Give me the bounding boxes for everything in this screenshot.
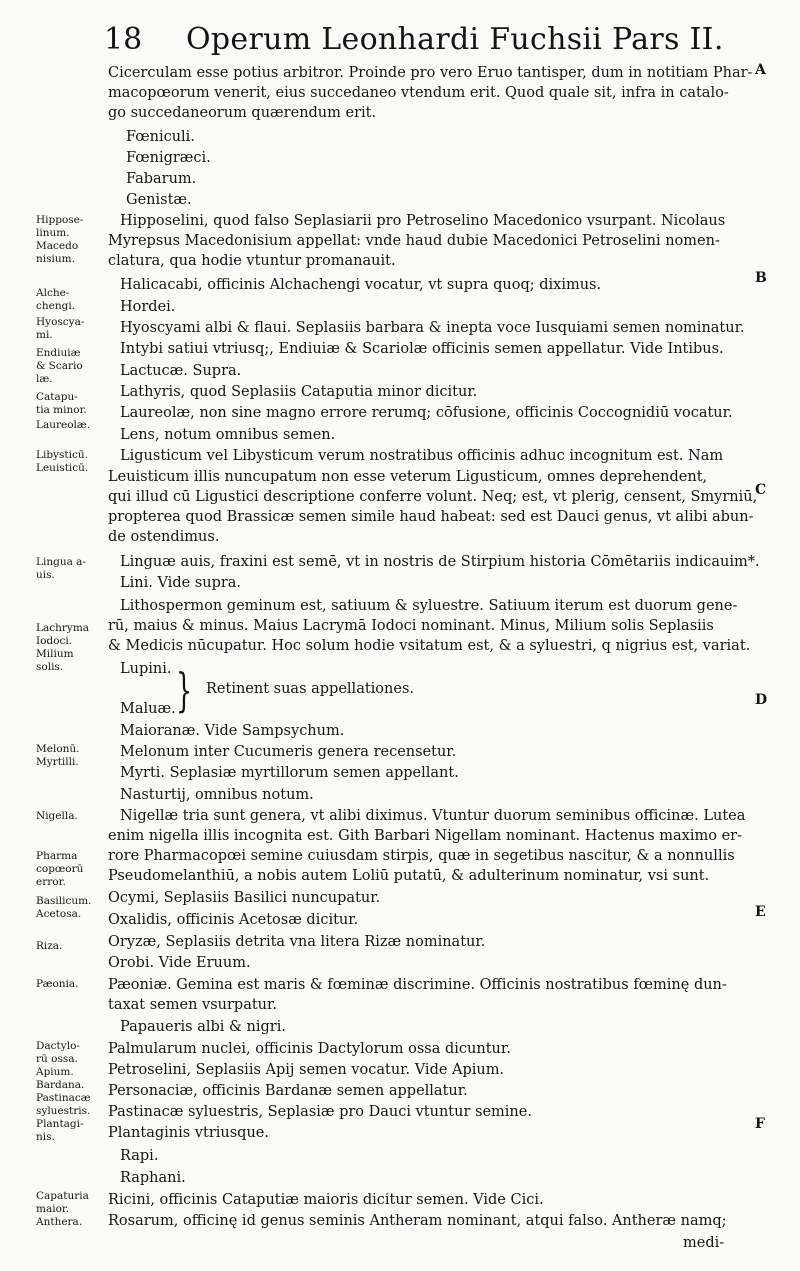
text-line: Rapi. (120, 1148, 159, 1164)
text-line: Hyoscyami albi & flaui. Seplasiis barbara & inepta voce Iusquiami semen nominatur. (120, 320, 745, 336)
text-line: go succedaneorum quærendum erit. (108, 105, 377, 121)
text-line: Pseudomelanthiū, a nobis autem Loliū putatū, & adulterinum nominatur, vsi sunt. (108, 868, 710, 884)
text-line: Lithospermon geminum est, satiuum & syluestre. Satiuum iterum est duorum gene- (120, 598, 738, 614)
text-line: Pæoniæ. Gemina est maris & fœminæ discrimine. Officinis nostratibus fœminę dun- (108, 977, 727, 993)
margin-note: Melonū. Myrtilli. (36, 743, 80, 768)
text-line: Pastinacæ syluestris, Seplasiæ pro Dauci vtuntur semine. (108, 1104, 532, 1120)
margin-note: Laureolæ. (36, 419, 91, 431)
page-number: 18 (104, 22, 143, 57)
signature-letter: B (755, 270, 767, 286)
text-line: Fabarum. (126, 171, 197, 187)
text-line: Oxalidis, officinis Acetosæ dicitur. (108, 912, 359, 928)
text-line: Cicerculam esse potius arbitror. Proinde pro vero Eruo tantisper, dum in notitiam Phar- (108, 65, 753, 81)
text-line: Lathyris, quod Seplasiis Cataputia minor dicitur. (120, 384, 478, 400)
text-line: Ricini, officinis Cataputiæ maioris dicitur semen. Vide Cici. (108, 1192, 544, 1208)
margin-note: Lingua a- uis. (36, 556, 86, 581)
margin-note: Catapu- tia minor. (36, 391, 87, 416)
margin-note: Alche- chengi. (36, 287, 76, 312)
text-line: Plantaginis vtriusque. (108, 1125, 269, 1141)
text-line: Melonum inter Cucumeris genera recensetur. (120, 744, 457, 760)
text-line: Petroselini, Seplasiis Apij semen vocatur. Vide Apium. (108, 1062, 505, 1078)
text-line: Myrti. Seplasiæ myrtillorum semen appellant. (120, 765, 459, 781)
text-line: Hipposelini, quod falso Seplasiarii pro Petroselino Macedonico vsurpant. Nicolaus (120, 213, 726, 229)
text-line: Personaciæ, officinis Bardanæ semen appellatur. (108, 1083, 468, 1099)
text-line: Halicacabi, officinis Alchachengi vocatur, vt supra quoq; diximus. (120, 277, 602, 293)
catchword: medi- (683, 1235, 725, 1251)
text-line: Ocymi, Seplasiis Basilici nuncupatur. (108, 890, 381, 906)
text-line: Lini. Vide supra. (120, 575, 242, 591)
text-line: Ligusticum vel Libysticum verum nostratibus officinis adhuc incognitum est. Nam (120, 448, 724, 464)
text-line: Lactucæ. Supra. (120, 363, 242, 379)
margin-note: Endiuiæ & Scario læ. (36, 347, 83, 385)
text-line: clatura, qua hodie vtuntur promanauit. (108, 253, 396, 269)
text-line: Maioranæ. Vide Sampsychum. (120, 723, 345, 739)
text-line: qui illud cū Ligustici descriptione conferre volunt. Neq; est, vt plerig, censent, Smyrniū, (108, 489, 758, 505)
text-line: Hordei. (120, 299, 176, 315)
text-line: Laureolæ, non sine magno errore rerumq; cōfusione, officinis Coccognidiū vocatur. (120, 405, 733, 421)
curly-brace-icon: } (176, 663, 193, 717)
text-line: & Medicis nūcupatur. Hoc solum hodie vsitatum est, & a syluestri, q nigrius est, variat. (108, 638, 751, 654)
text-line: Nasturtij, omnibus notum. (120, 787, 314, 803)
margin-note: Pharma copœorū error. (36, 850, 84, 888)
text-line: Myrepsus Macedonisium appellat: vnde haud dubie Macedonici Petroselini nomen- (108, 233, 720, 249)
text-line: Raphani. (120, 1170, 186, 1186)
text-line: Intybi satiui vtriusq;, Endiuiæ & Scariolæ officinis semen appellatur. Vide Intibus. (120, 341, 724, 357)
margin-note: Hyoscya- mi. (36, 316, 85, 341)
text-line: de ostendimus. (108, 529, 220, 545)
text-line: rore Pharmacopœi semine cuiusdam stirpis, quæ in segetibus nascitur, & a nonnullis (108, 848, 735, 864)
margin-note: Hippose- linum. Macedo nisium. (36, 214, 84, 265)
text-line: Fœnigræci. (126, 150, 211, 166)
text-line: Orobi. Vide Eruum. (108, 955, 251, 971)
signature-letter: C (755, 482, 767, 498)
text-line: Papaueris albi & nigri. (120, 1019, 286, 1035)
text-line: Genistæ. (126, 192, 192, 208)
margin-note: Dactylo- rū ossa. Apium. Bardana. Pastinacæ syluestris. Plantagi- nis. (36, 1040, 91, 1143)
text-line: Leuisticum illis nuncupatum non esse veterum Ligusticum, omnes deprehendent, (108, 469, 708, 485)
text-line: propterea quod Brassicæ semen simile haud habeat: sed est Dauci genus, vt alibi abun- (108, 509, 754, 525)
text-line: Lupini. (120, 661, 172, 677)
text-line: Oryzæ, Seplasiis detrita vna litera Rizæ nominatur. (108, 934, 486, 950)
margin-note: Pæonia. (36, 978, 79, 990)
text-line: macopœorum venerit, eius succedaneo vtendum erit. Quod quale sit, infra in catalo- (108, 85, 729, 101)
running-header (0, 22, 800, 62)
brace-annotation: Retinent suas appellationes. (206, 681, 415, 697)
text-line: Linguæ auis, fraxini est semē, vt in nostris de Stirpium historia Cōmētariis indicauim*. (120, 554, 760, 570)
margin-note: Lachryma Iodoci. Milium solis. (36, 622, 90, 673)
running-title: Operum Leonhardi Fuchsii Pars II. (186, 22, 724, 57)
signature-letter: D (755, 692, 768, 708)
text-line: enim nigella illis incognita est. Gith Barbari Nigellam nominant. Hactenus maximo er- (108, 828, 742, 844)
signature-letter: E (755, 904, 766, 920)
text-line: Rosarum, officinę id genus seminis Antheram nominant, atqui falso. Antheræ namq; (108, 1213, 727, 1229)
text-line: rū, maius & minus. Maius Lacrymā Iodoci nominant. Minus, Milium solis Seplasiis (108, 618, 714, 634)
margin-note: Basilicum. Acetosa. (36, 895, 92, 920)
text-line: Fœniculi. (126, 129, 195, 145)
text-line: Lens, notum omnibus semen. (120, 427, 336, 443)
margin-note: Libysticū. Leuisticū. (36, 449, 89, 474)
signature-letter: F (755, 1116, 765, 1132)
margin-note: Capaturia maior. Anthera. (36, 1190, 89, 1228)
text-line: taxat semen vsurpatur. (108, 997, 277, 1013)
text-line: Palmularum nuclei, officinis Dactylorum ossa dicuntur. (108, 1041, 511, 1057)
margin-note: Riza. (36, 940, 63, 952)
text-line: Maluæ. (120, 701, 176, 717)
margin-note: Nigella. (36, 810, 78, 822)
signature-letter: A (755, 62, 766, 78)
text-line: Nigellæ tria sunt genera, vt alibi diximus. Vtuntur duorum seminibus officinæ. Lutea (120, 808, 746, 824)
